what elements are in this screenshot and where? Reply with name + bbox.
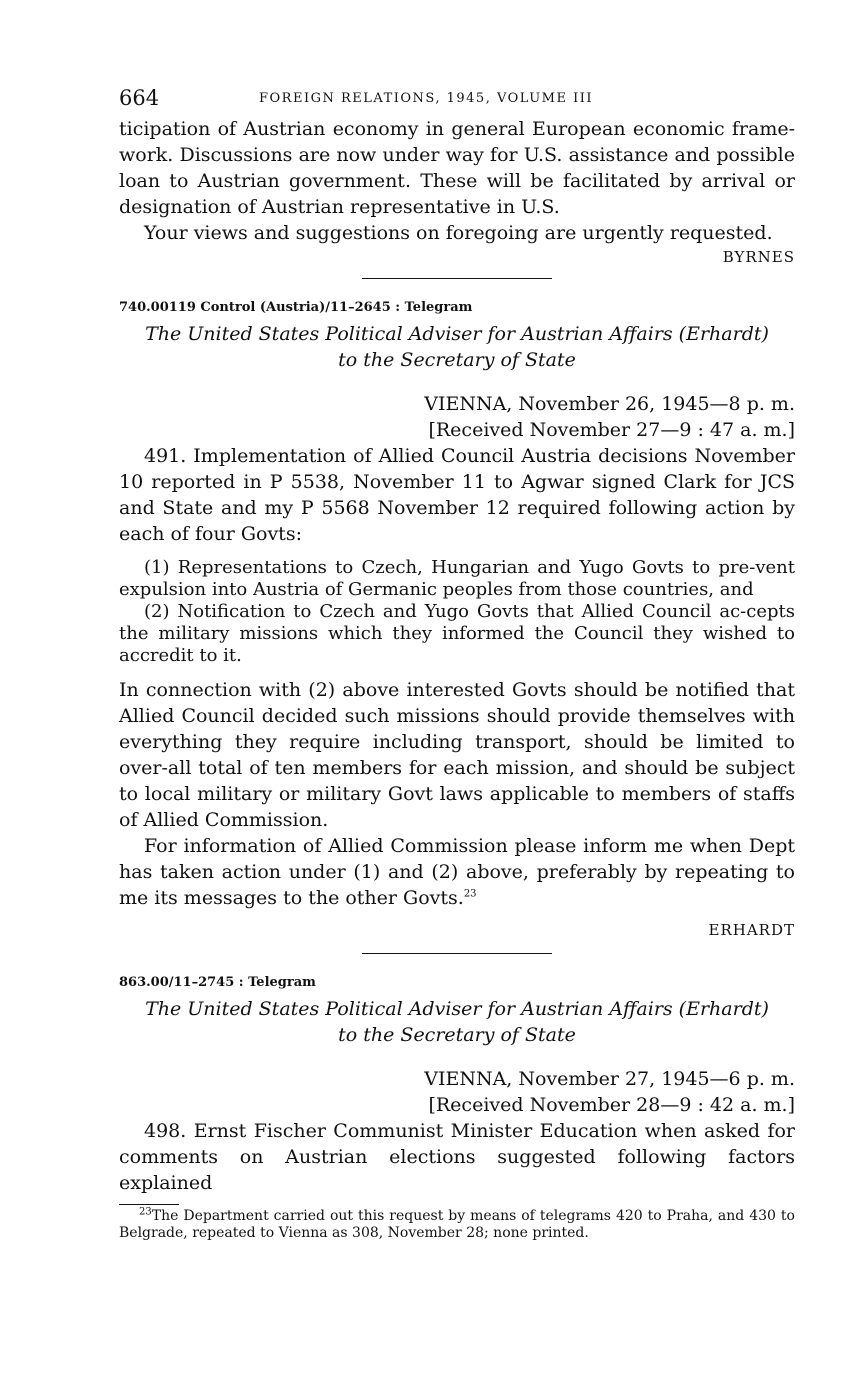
document-reference: 863.00/11–2745 : Telegram (119, 975, 316, 990)
telegram-paragraph: 498. Ernst Fischer Communist Minister Education when asked for comments on Austrian elections suggested following factors explained (119, 1120, 795, 1194)
section-divider (362, 278, 552, 279)
list-item: (1) Representations to Czech, Hungarian and Yugo Govts to pre-vent expulsion into Austria of Germanic peoples from those countries, and (119, 557, 795, 600)
document-reference: 740.00119 Control (Austria)/11–2645 : Telegram (119, 300, 473, 315)
page-number: 664 (119, 86, 160, 110)
footnote (119, 1208, 795, 1242)
document-title-line2: to the Secretary of State (338, 349, 576, 371)
document-title-line1: The United States Political Adviser for Austrian Affairs (Erhardt) (145, 323, 769, 345)
received-line: [Received November 27—9 : 47 a. m.] (428, 419, 795, 441)
page-header (119, 86, 795, 116)
telegram-paragraph (119, 833, 795, 911)
dateline: VIENNA, November 27, 1945—6 p. m. (424, 1068, 795, 1090)
continuation-paragraph: ticipation of Austrian economy in general European economic frame-work. Discussions are now under way for U.S. assistance and possible loan to Austrian government. These will be facilitated by arrival or designation of Austrian representative in U.S. (119, 118, 795, 218)
telegram-paragraph: In connection with (2) above interested Govts should be notified that Allied Council decided such missions should provide themselves with everything they require including transport, should be limited to over-all total of ten members for each mission, and should be subject to local military or military Govt laws applicable to members of staffs of Allied Commission. (119, 679, 795, 831)
footnote-divider (119, 1204, 179, 1205)
section-divider (362, 953, 552, 954)
footnote-text: The Department carried out this request by means of telegrams 420 to Praha, and 430 to Belgrade, repeated to Vienna as 308, November 28; none printed. (119, 1208, 795, 1241)
signature-byrnes: BYRNES (722, 248, 795, 266)
paragraph-text: For information of Allied Commission please inform me when Dept has taken action under (1) and (2) above, preferably by repeating to me its messages to the other Govts. (119, 835, 795, 909)
received-line: [Received November 28—9 : 42 a. m.] (428, 1094, 795, 1116)
dateline: VIENNA, November 26, 1945—8 p. m. (424, 393, 795, 415)
list-item: (2) Notification to Czech and Yugo Govts that Allied Council ac-cepts the military missions which they informed the Council they wished to accredit to it. (119, 601, 795, 666)
telegram-paragraph: 491. Implementation of Allied Council Austria decisions November 10 reported in P 5538, November 11 to Agwar signed Clark for JCS and State and my P 5568 November 12 required following action by each of four Govts: (119, 445, 795, 545)
signature-erhardt: ERHARDT (708, 921, 795, 939)
document-title-line1: The United States Political Adviser for Austrian Affairs (Erhardt) (145, 998, 769, 1020)
closing-request: Your views and suggestions on foregoing are urgently requested. (144, 222, 773, 244)
running-head: FOREIGN RELATIONS, 1945, VOLUME III (259, 91, 593, 106)
footnote-reference: 23 (463, 888, 477, 900)
document-title-line2: to the Secretary of State (338, 1024, 576, 1046)
document-page (119, 86, 795, 1242)
action-list (119, 557, 795, 667)
footnote-mark: 23 (139, 1206, 152, 1218)
